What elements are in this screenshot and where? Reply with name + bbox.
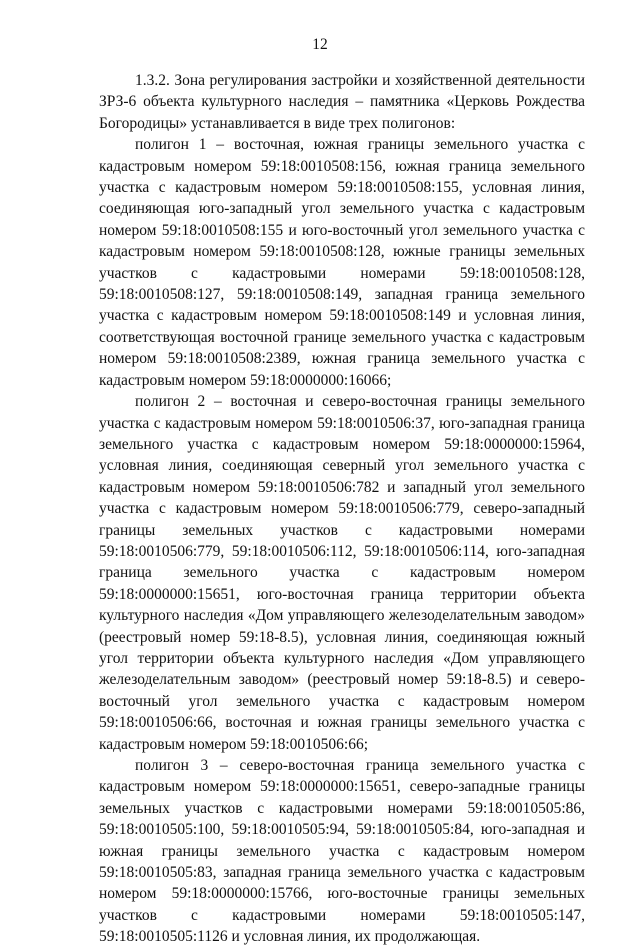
paragraph-polygon-2: полигон 2 – восточная и северо-восточная границы земельного участка с кадастровым номером 59:18:0010506:37, юго-западная граница земельного участка с кадастровым номером 59:18:0000000:15964, условная линия, соединяющая северный угол земельного участка с кадастровым номером 59:18:0010506:782 и западный угол земельного участка с кадастровым номером 59:18:0010506:779, северо-западный границы земельных участков с кадастровыми номерами 59:18:0010506:779, 59:18:0010506:112, 59:18:0010506:114, юго-западная граница земельного участка с кадастровым номером 59:18:0000000:15651, юго-восточная граница территории объекта культурного наследия «Дом управляющего железоделательным заводом» (реестровый номер 59:18-8.5), условная линия, соединяющая южный угол территории объекта культурного наследия «Дом управляющего железоделательным заводом» (реестровый номер 59:18-8.5) и северо-восточный угол земельного участка с кадастровым номером 59:18:0010506:66, восточная и южная границы земельного участка с кадастровым номером 59:18:0010506:66; [99, 393, 585, 753]
paragraph-zone-intro: 1.3.2. Зона регулирования застройки и хозяйственной деятельности ЗРЗ-6 объекта культурного наследия – памятника «Церковь Рождества Богородицы» устанавливается в виде трех полигонов: [99, 72, 585, 132]
paragraph-polygon-3: полигон 3 – северо-восточная граница земельного участка с кадастровым номером 59:18:0000000:15651, северо-западные границы земельных участков с кадастровыми номерами 59:18:0010505:86, 59:18:0010505:100, 59:18:0010505:94, 59:18:0010505:84, юго-западная и южная границы земельного участка с кадастровым номером 59:18:0010505:83, западная граница земельного участка с кадастровым номером 59:18:0000000:15766, юго-восточные границы земельных участков с кадастровыми номерами 59:18:0010505:147, 59:18:0010505:1126 и условная линия, их продолжающая. [99, 757, 585, 946]
paragraph-polygon-1: полигон 1 – восточная, южная границы земельного участка с кадастровым номером 59:18:0010508:156, южная граница земельного участка с кадастровым номером 59:18:0010508:155, условная линия, соединяющая юго-западный угол земельного участка с кадастровым номером 59:18:0010508:155 и юго-восточный угол земельного участка с кадастровым номером 59:18:0010508:128, южные границы земельных участков с кадастровыми номерами 59:18:0010508:128, 59:18:0010508:127, 59:18:0010508:149, западная граница земельного участка с кадастровым номером 59:18:0010508:149 и условная линия, соответствующая восточной границе земельного участка с кадастровым номером 59:18:0010508:2389, южная граница земельного участка с кадастровым номером 59:18:0000000:16066; [99, 136, 585, 389]
page-number: 12 [312, 36, 328, 53]
document-body [99, 70, 585, 948]
